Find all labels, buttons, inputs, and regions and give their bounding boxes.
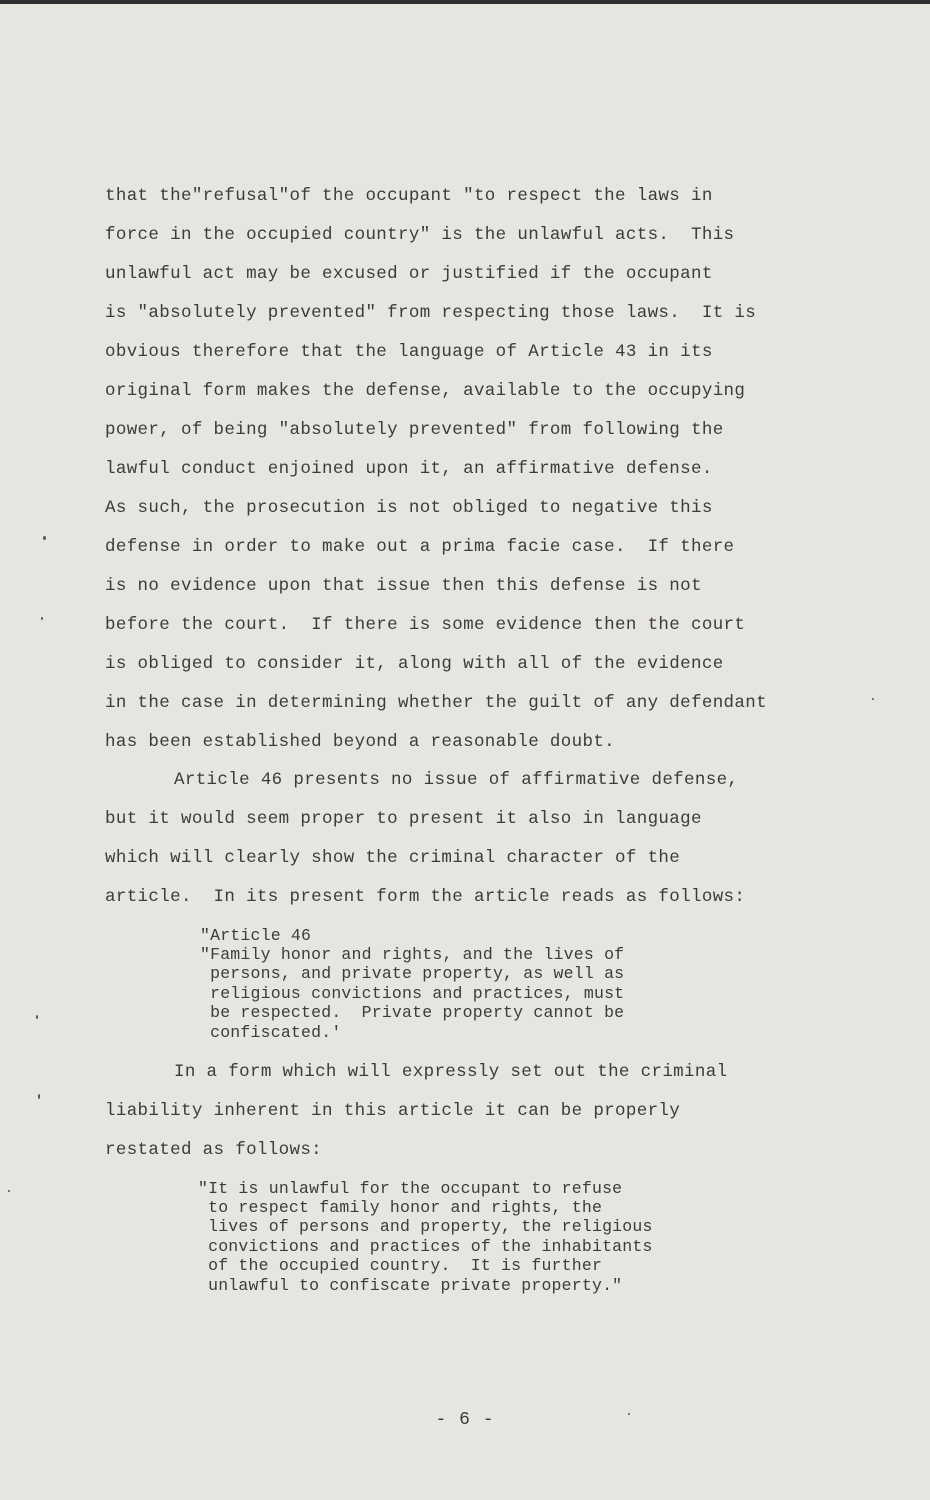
body-line: lawful conduct enjoined upon it, an affirmative defense. (105, 459, 713, 479)
scan-speck (41, 617, 43, 620)
body-line: original form makes the defense, available to the occupying (105, 381, 746, 401)
body-line: is "absolutely prevented" from respecting those laws. It is (105, 303, 757, 323)
scan-speck (872, 698, 874, 700)
quote-line: persons, and private property, as well as (200, 964, 625, 983)
quote-line: "Article 46 (200, 926, 312, 945)
body-line: which will clearly show the criminal character of the (105, 848, 681, 868)
quote-line: be respected. Private property cannot be (200, 1003, 625, 1022)
body-line: unlawful act may be excused or justified if the occupant (105, 264, 713, 284)
quote-line: "Family honor and rights, and the lives of (200, 945, 625, 964)
body-line: force in the occupied country" is the unlawful acts. This (105, 225, 735, 245)
quote-line: to respect family honor and rights, the (198, 1198, 603, 1217)
body-line: is obliged to consider it, along with all of the evidence (105, 654, 724, 674)
body-line: In a form which will expressly set out the criminal (174, 1062, 728, 1082)
quote-line: convictions and practices of the inhabitants (198, 1237, 653, 1256)
body-line: before the court. If there is some evidence then the court (105, 615, 746, 635)
body-line: has been established beyond a reasonable doubt. (105, 732, 616, 752)
scan-speck (38, 1094, 40, 1099)
page-number: - 6 - (435, 1410, 495, 1430)
scan-speck (43, 536, 46, 540)
body-line: Article 46 presents no issue of affirmative defense, (174, 770, 739, 790)
body-line: is no evidence upon that issue then this defense is not (105, 576, 702, 596)
body-line: that the"refusal"of the occupant "to respect the laws in (105, 186, 713, 206)
page-top-edge (0, 0, 930, 4)
quote-line: unlawful to confiscate private property." (198, 1276, 623, 1295)
body-line: power, of being "absolutely prevented" from following the (105, 420, 724, 440)
quote-line: lives of persons and property, the religious (198, 1217, 653, 1236)
body-line: defense in order to make out a prima facie case. If there (105, 537, 735, 557)
body-line: in the case in determining whether the guilt of any defendant (105, 693, 767, 713)
quote-line: "It is unlawful for the occupant to refuse (198, 1179, 623, 1198)
body-line: article. In its present form the article reads as follows: (105, 887, 746, 907)
body-line: liability inherent in this article it can be properly (105, 1101, 681, 1121)
body-line: obvious therefore that the language of Article 43 in its (105, 342, 713, 362)
body-line: but it would seem proper to present it also in language (105, 809, 702, 829)
quote-line: of the occupied country. It is further (198, 1256, 603, 1275)
scan-speck (36, 1015, 38, 1019)
quote-line: confiscated.' (200, 1023, 342, 1042)
quote-line: religious convictions and practices, must (200, 984, 625, 1003)
scan-speck (8, 1190, 10, 1192)
scan-speck (628, 1413, 630, 1415)
body-line: As such, the prosecution is not obliged to negative this (105, 498, 713, 518)
body-line: restated as follows: (105, 1140, 323, 1160)
